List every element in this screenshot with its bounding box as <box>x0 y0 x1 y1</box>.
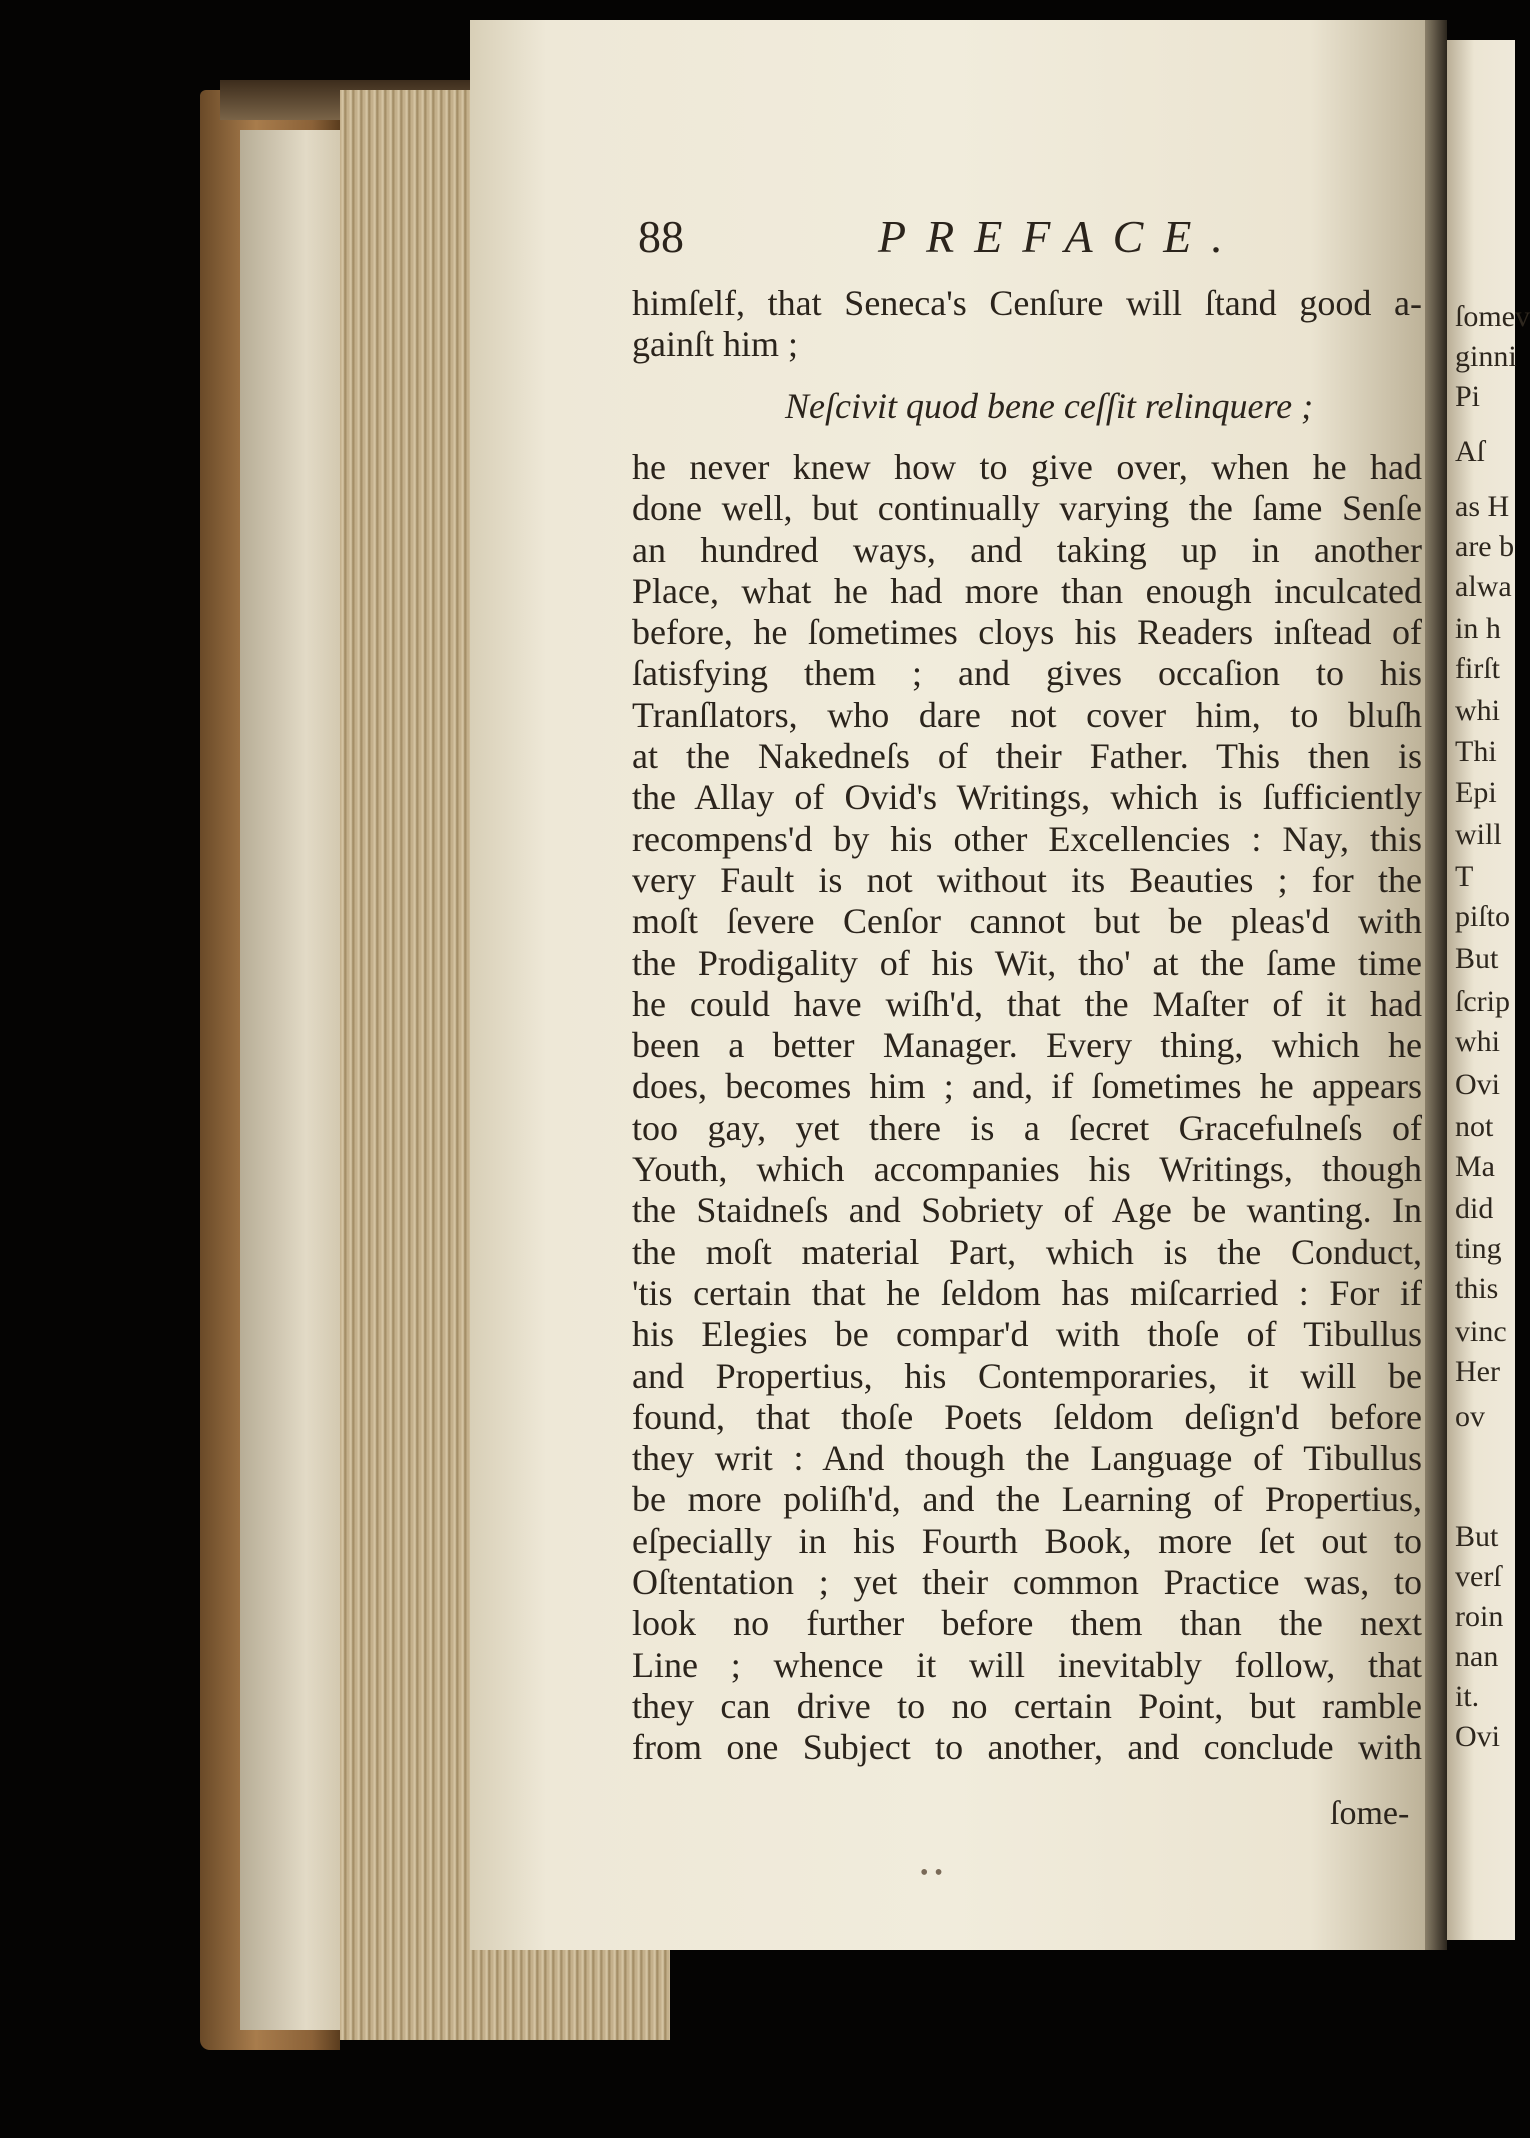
next-page-fragment: But <box>1455 942 1499 975</box>
next-page-fragment: in h <box>1455 612 1501 645</box>
page-number: 88 <box>638 211 684 262</box>
text-line: his Elegies be compar'd with thoſe of Tibullus <box>632 1314 1422 1355</box>
text-line: too gay, yet there is a ſecret Gracefulneſs of <box>632 1107 1422 1148</box>
next-page-fragment: verſ <box>1455 1560 1502 1593</box>
quotation-line: Neſcivit quod bene ceſſit relinquere ; <box>785 385 1314 426</box>
text-line: Youth, which accompanies his Writings, though <box>632 1149 1422 1189</box>
next-page-fragment: ting <box>1455 1232 1502 1265</box>
text-line: been a better Manager. Every thing, which he <box>632 1025 1422 1066</box>
next-page-fragment: Epi <box>1455 776 1497 809</box>
gutter-shadow <box>1425 20 1447 1950</box>
text-line: himſelf, that Seneca's Cenſure will ſtand good a- <box>632 283 1422 323</box>
next-page-fragment: ſcrip <box>1455 985 1510 1018</box>
next-page-fragment: are b <box>1455 530 1515 563</box>
text-line: he never knew how to give over, when he had <box>632 446 1422 487</box>
next-page-fragment: But <box>1455 1520 1499 1553</box>
next-page-fragment: as H <box>1455 490 1510 523</box>
text-line: 'tis certain that he ſeldom has miſcarried : For if <box>632 1272 1422 1313</box>
text-line: from one Subject to another, and conclude with <box>632 1727 1422 1768</box>
text-line: does, becomes him ; and, if ſometimes he appears <box>632 1066 1422 1107</box>
next-page-fragment: did <box>1455 1192 1494 1225</box>
text-line: before, he ſometimes cloys his Readers inſtead of <box>632 612 1422 653</box>
next-page-fragment: Pi <box>1455 380 1481 413</box>
endpaper <box>240 130 350 2030</box>
next-page-fragment: Ovi <box>1455 1720 1500 1753</box>
text-line: Oſtentation ; yet their common Practice was, to <box>632 1562 1422 1602</box>
text-line: they writ : And though the Language of Tibullus <box>632 1438 1422 1479</box>
text-line: at the Nakedneſs of their Father. This then is <box>632 736 1422 776</box>
text-line: done well, but continually varying the ſame Senſe <box>632 488 1422 529</box>
text-line: found, that thoſe Poets ſeldom deſign'd before <box>632 1396 1422 1437</box>
text-line: an hundred ways, and taking up in another <box>632 529 1422 570</box>
next-page-fragment: whi <box>1455 1025 1500 1058</box>
text-line: gainſt him ; <box>632 324 798 365</box>
text-line: look no further before them than the next <box>632 1603 1422 1644</box>
next-page-fragment: alwa <box>1455 570 1512 603</box>
text-line: Place, what he had more than enough inculcated <box>632 570 1422 611</box>
text-line: the Allay of Ovid's Writings, which is ſufficiently <box>632 777 1422 818</box>
next-page-fragment: firſt <box>1455 652 1500 685</box>
next-page-fragment: vinc <box>1455 1315 1507 1348</box>
text-line: he could have wiſh'd, that the Maſter of it had <box>632 983 1422 1024</box>
printer-mark: • • <box>920 1860 943 1886</box>
next-page-fragment: roin <box>1455 1600 1504 1633</box>
next-page-fragment: ginni <box>1455 340 1517 373</box>
text-line: the Prodigality of his Wit, tho' at the ſame time <box>632 942 1422 983</box>
catchword: ſome- <box>1330 1795 1410 1832</box>
text-line: be more poliſh'd, and the Learning of Propertius, <box>632 1479 1422 1520</box>
next-page-sliver <box>1447 40 1530 1940</box>
text-line: Tranſlators, who dare not cover him, to bluſh <box>632 694 1422 735</box>
next-page-fragment: piſto <box>1455 900 1511 933</box>
text-line: the moſt material Part, which is the Conduct, <box>632 1231 1422 1272</box>
running-head: PREFACE. <box>878 211 1243 262</box>
next-page-fragment: Her <box>1455 1355 1500 1388</box>
next-page-fragment: this <box>1455 1272 1499 1305</box>
next-page-fragment: nan <box>1455 1640 1499 1673</box>
text-line: eſpecially in his Fourth Book, more ſet out to <box>632 1520 1422 1561</box>
page-header <box>638 210 1288 270</box>
text-line: moſt ſevere Cenſor cannot but be pleas'd with <box>632 901 1422 942</box>
next-page-fragment: ov <box>1455 1400 1485 1433</box>
next-page-fragment: whi <box>1455 694 1500 727</box>
next-page-fragment: Ovi <box>1455 1068 1500 1101</box>
next-page-fragment: not <box>1455 1110 1494 1143</box>
next-page-fragment: it. <box>1455 1680 1480 1713</box>
text-line: and Propertius, his Contemporaries, it will be <box>632 1355 1422 1396</box>
text-line: they can drive to no certain Point, but ramble <box>632 1685 1422 1726</box>
text-line: the Staidneſs and Sobriety of Age be wanting. In <box>632 1190 1422 1231</box>
next-page-fragment: T <box>1455 860 1474 893</box>
text-line: ſatisfying them ; and gives occaſion to his <box>632 653 1422 694</box>
next-page-fragment: ſomev <box>1455 300 1530 333</box>
next-page-fragment: will <box>1455 818 1502 851</box>
next-page-fragment: Thi <box>1455 735 1497 768</box>
next-page-fragment: Aſ <box>1455 435 1485 468</box>
next-page-fragment: Ma <box>1455 1150 1495 1183</box>
text-line: recompens'd by his other Excellencies : Nay, this <box>632 818 1422 859</box>
text-line: Line ; whence it will inevitably follow, that <box>632 1644 1422 1685</box>
text-line: very Fault is not without its Beauties ; for the <box>632 859 1422 900</box>
